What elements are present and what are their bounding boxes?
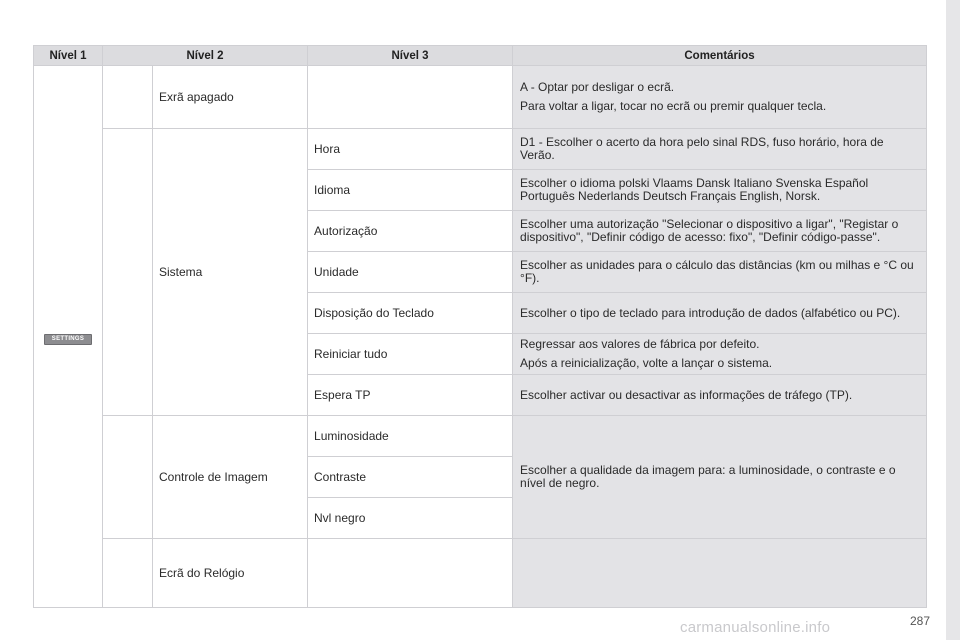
comment-line: Escolher activar ou desactivar as informações de tráfego (TP). [520,387,853,402]
level3-language: Idioma [308,170,513,211]
spacer-cell [103,66,153,129]
level3-empty [308,539,513,608]
level3-time: Hora [308,129,513,170]
level3-brightness: Luminosidade [308,416,513,457]
comment-reset-all [513,334,927,375]
header-comments: Comentários [513,46,927,66]
level2-clock-screen: Ecrã do Relógio [153,539,308,608]
level2-image-control: Controle de Imagem [153,416,308,539]
table-row [34,129,927,170]
comment-line: Escolher a qualidade da imagem para: a luminosidade, o contraste e o nível de negro. [520,463,896,490]
comment-authorization [513,211,927,252]
comment-language [513,170,927,211]
comment-time [513,129,927,170]
table-row [34,66,927,129]
comment-line: Para voltar a ligar, tocar no ecrã ou premir qualquer tecla. [520,99,827,113]
table-row [34,416,927,457]
level3-tp-standby: Espera TP [308,375,513,416]
comment-line: Regressar aos valores de fábrica por defeito. [520,337,760,351]
comment-line: Escolher uma autorização "Selecionar o dispositivo a ligar", "Registar o dispositivo", "Definir código de acesso: fixo", "Definir código-passe". [520,217,899,244]
spacer-cell [103,416,153,539]
header-level-3: Nível 3 [308,46,513,66]
level2-system: Sistema [153,129,308,416]
comment-line: Escolher as unidades para o cálculo das distâncias (km ou milhas e °C ou °F). [520,258,914,285]
comment-units [513,252,927,293]
comment-line: Após a reinicialização, volte a lançar o sistema. [520,356,773,370]
level3-empty [308,66,513,129]
level3-reset-all: Reiniciar tudo [308,334,513,375]
watermark: carmanualsonline.info [680,619,831,636]
comment-line: Escolher o tipo de teclado para introdução de dados (alfabético ou PC). [520,305,901,320]
level3-contrast: Contraste [308,457,513,498]
settings-icon: SETTINGS [44,334,92,345]
comment-tp-standby [513,375,927,416]
comment-line: Escolher o idioma polski Vlaams Dansk Italiano Svenska Español Português Nederlands Deutsch Français English, Norsk. [520,176,869,203]
page-edge-bar [946,0,960,640]
page-number: 287 [910,614,931,628]
table-row [34,539,927,608]
comment-screen-off [513,66,927,129]
header-level-2: Nível 2 [103,46,308,66]
level2-screen-off: Exrã apagado [153,66,308,129]
level1-cell [34,66,103,608]
comment-empty [513,539,927,608]
comment-line: A - Optar por desligar o ecrã. [520,80,675,94]
comment-line: D1 - Escolher o acerto da hora pelo sinal RDS, fuso horário, hora de Verão. [520,135,884,162]
table-header-row [34,46,927,66]
settings-table [33,45,927,608]
comment-image-control [513,416,927,539]
spacer-cell [103,539,153,608]
spacer-cell [103,129,153,416]
level3-keyboard-layout: Disposição do Teclado [308,293,513,334]
level3-black-level: Nvl negro [308,498,513,539]
level3-authorization: Autorização [308,211,513,252]
comment-keyboard-layout [513,293,927,334]
header-level-1: Nível 1 [34,46,103,66]
level3-units: Unidade [308,252,513,293]
